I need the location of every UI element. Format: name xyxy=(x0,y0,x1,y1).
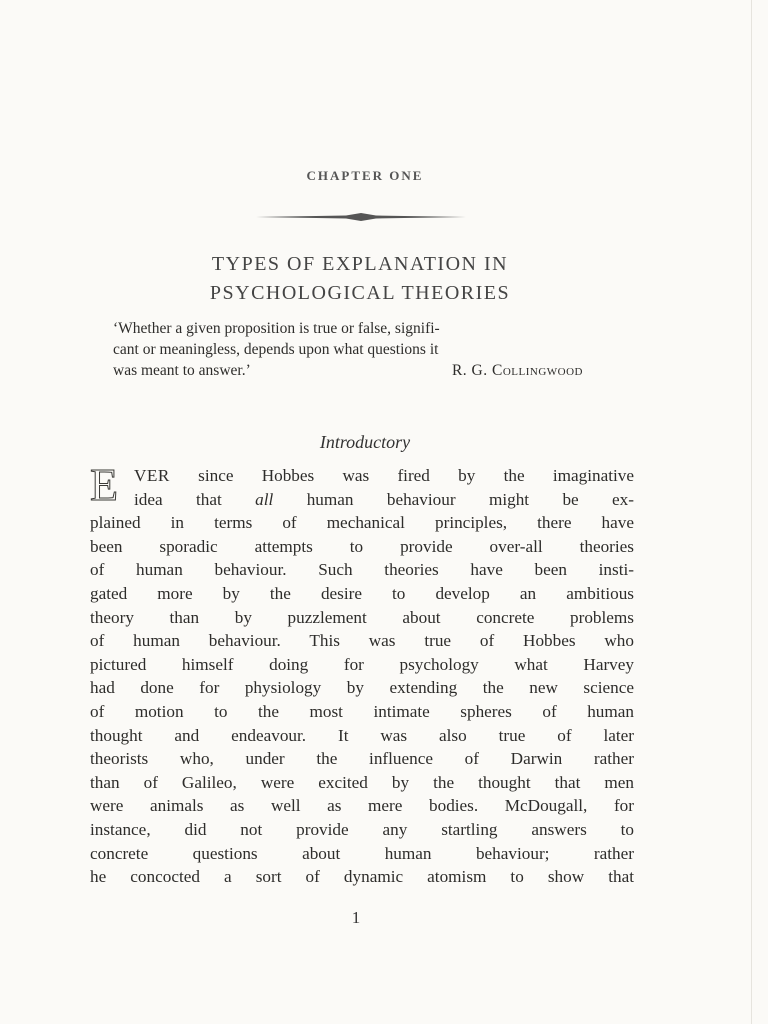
body-line xyxy=(90,488,634,512)
ornamental-rule xyxy=(256,212,466,222)
body-line: plained in terms of mechanical principles, there have xyxy=(90,513,634,533)
chapter-label: CHAPTER ONE xyxy=(306,168,424,183)
body-line: gated more by the desire to develop an ambitious xyxy=(90,583,634,603)
page-number: 1 xyxy=(351,908,361,927)
body-line xyxy=(90,464,634,488)
epigraph-author: R. G. Collingwood xyxy=(451,362,583,379)
drop-cap: E xyxy=(90,459,119,510)
epigraph-line: cant or meaningless, depends upon what questions it xyxy=(113,341,439,358)
body-line: had done for physiology by extending the new science xyxy=(90,678,634,698)
chapter-title xyxy=(120,250,600,308)
epigraph-line: ‘Whether a given proposition is true or false, signifi- xyxy=(113,320,440,337)
opening-caps: VER xyxy=(134,466,170,485)
body-line-text: idea that xyxy=(134,489,256,509)
page-edge xyxy=(751,0,752,1024)
epigraph-line: was meant to answer.’ xyxy=(113,362,251,379)
body-line: he concocted a sort of dynamic atomism to show that xyxy=(90,867,634,887)
body-line: instance, did not provide any startling answers to xyxy=(90,819,634,839)
body-line: of human behaviour. This was true of Hobbes who xyxy=(90,631,634,651)
epigraph-last-line xyxy=(113,360,583,381)
body-line: pictured himself doing for psychology what Harvey xyxy=(90,654,634,674)
body-line: theorists who, under the influence of Darwin rather xyxy=(90,749,634,769)
body-line: been sporadic attempts to provide over-all theories xyxy=(90,536,634,556)
body-text xyxy=(90,459,635,889)
body-line: of human behaviour. Such theories have been insti- xyxy=(90,560,634,580)
emphasis: all xyxy=(255,489,274,509)
title-line: PSYCHOLOGICAL THEORIES xyxy=(209,282,511,304)
body-line: of motion to the most intimate spheres of human xyxy=(90,701,634,721)
epigraph xyxy=(113,318,583,381)
body-line: were animals as well as mere bodies. McDougall, for xyxy=(90,796,634,816)
body-line-text: since Hobbes was fired by the imaginative xyxy=(169,466,634,485)
body-line-text: human behaviour might be ex- xyxy=(273,489,635,509)
body-line: theory than by puzzlement about concrete problems xyxy=(90,607,634,627)
body-line: concrete questions about human behaviour; rather xyxy=(90,843,634,863)
section-heading: Introductory xyxy=(319,432,411,452)
title-line: TYPES OF EXPLANATION IN xyxy=(211,253,509,275)
body-line: thought and endeavour. It was also true of later xyxy=(90,725,634,745)
body-line: than of Galileo, were excited by the thought that men xyxy=(90,772,634,792)
